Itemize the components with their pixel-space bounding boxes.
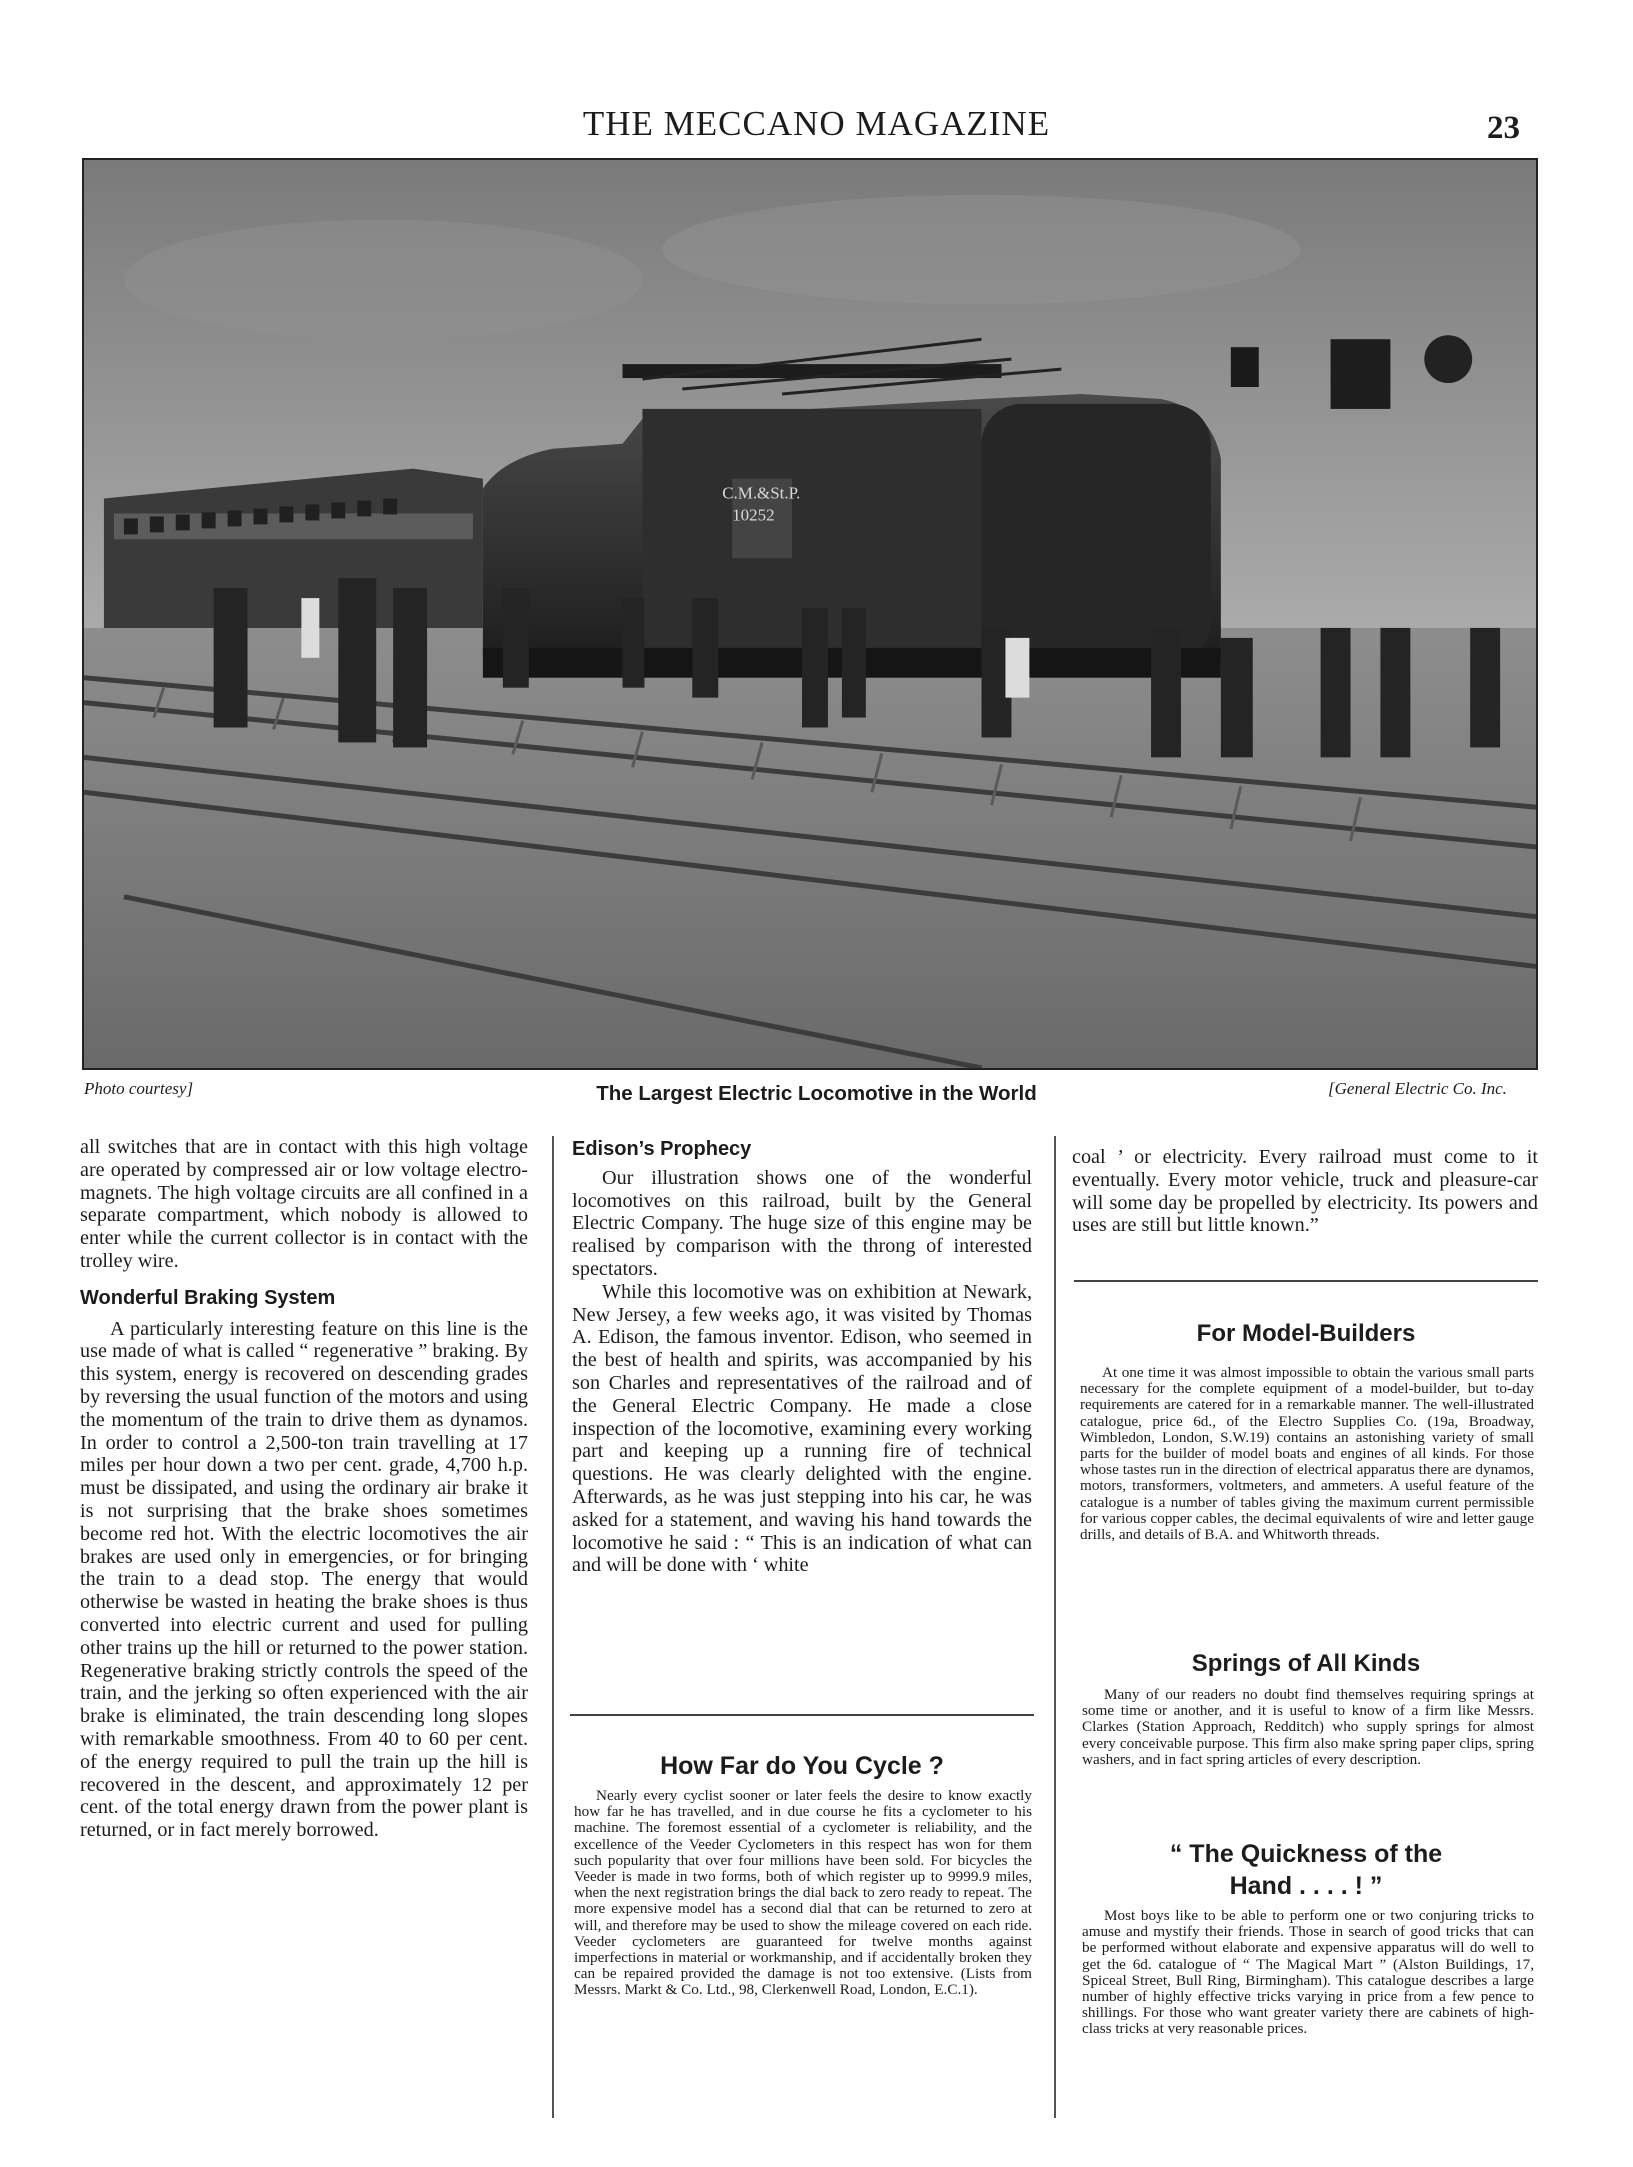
photo-credit-right: [General Electric Co. Inc. <box>1328 1079 1507 1098</box>
article-column-1 <box>80 1136 528 1842</box>
section-heading: Edison’s Prophecy <box>572 1138 752 1160</box>
photo-credit-left: Photo courtesy] <box>84 1079 194 1098</box>
body-paragraph: A particularly interesting feature on this line is the use made of what is called “ regenerative ” braking. By this system, energy is recovered on descending grades by reversing the usual function of the motors and using the momentum of the train to drive them as dynamos. In order to control a 2,500-ton train travelling at 17 miles per hour down a two per cent. grade, 4,700 h.p. must be dissipated, and using the ordinary air brake it is not surprising that the brake shoes sometimes become red hot. With the electric locomotives the air brakes are used only in emergencies, or for bringing the train to a dead stop. The energy that would otherwise be wasted in heating the brake shoes is thus converted into electric current and used for pulling other trains up the hill or returned to the power station. Regenerative braking strictly controls the speed of the train, and the jerking so often experienced with the air brake is eliminated, the train descending long slopes with remarkable smoothness. From 40 to 60 per cent. of the energy required to pull the train up the hill is recovered in the descent, and approximately 12 per cent. of the total energy drawn from the power plant is returned, or in fact merely borrowed. <box>80 1317 528 1842</box>
body-paragraph: Our illustration shows one of the wonderful locomotives on this railroad, built by the General Electric Company. The huge size of this engine may be realised by comparison with the throng of interested spectators. <box>572 1166 1032 1280</box>
quickness-heading <box>1074 1838 1538 1902</box>
cycle-heading: How Far do You Cycle ? <box>660 1752 944 1780</box>
article-column-2 <box>572 1138 1032 1577</box>
section-heading: Wonderful Braking System <box>80 1286 336 1309</box>
loco-marking: C.M.&St.P. <box>722 483 801 503</box>
model-builders-paragraph: At one time it was almost impossible to obtain the various small parts necessary for the complete equipment of a model-builder, but to-day requirements are catered for in a remarkable manner. The well-illustrated catalogue, price 6d., of the Electro Supplies Co. (19a, Broadway, Wimbledon, London, S.W.19) contains an astonishing variety of small parts for the builder of model boats and engines of all kinds. For those whose tastes run in the direction of electrical apparatus there are dynamos, motors, transformers, voltmeters, and ammeters. A useful feature of the catalogue is a number of tables giving the maximum current permissible for various copper cables, the decimal equivalents of wire and letter gauge drills, and details of B.A. and Whitworth threads. <box>1080 1364 1534 1544</box>
column-divider <box>1054 1136 1056 2118</box>
body-paragraph: While this locomotive was on exhibition at Newark, New Jersey, a few weeks ago, it was visited by Thomas A. Edison, the famous inventor. Edison, who seemed in the best of health and spirits, was accompanied by his son Charles and representatives of the railroad and of the General Electric Company. He made a close inspection of the locomotive, examining every working part and keeping up a running fire of technical questions. He was clearly delighted with the engine. Afterwards, as he was just stepping into his car, he was asked for a statement, and waving his hand towards the locomotive he said : “ This is an indication of what can and will be done with ‘ white <box>572 1280 1032 1577</box>
quickness-heading-line-2: Hand . . . . ! ” <box>1229 1872 1383 1900</box>
magazine-title: THE MECCANO MAGAZINE <box>582 104 1051 143</box>
springs-heading: Springs of All Kinds <box>1191 1650 1421 1677</box>
quickness-paragraph: Most boys like to be able to perform one or two conjuring tricks to amuse and mystify their friends. Those in search of good tricks that can be performed without elaborate and expensive apparatus will do well to get the 6d. catalogue of “ The Magical Mart ” (Alston Buildings, 17, Spiceal Street, Bull Ring, Birmingham). This catalogue describes a large number of highly effective tricks varying in price from a few pence to shillings. For those who want greater variety there are cabinets of high-class tricks at very reasonable prices. <box>1082 1907 1534 2038</box>
page-number: 23 <box>1487 110 1520 146</box>
cycle-paragraph: Nearly every cyclist sooner or later feels the desire to know exactly how far he has travelled, and in due course he fits a cyclometer to his machine. The foremost essential of a cyclometer is reliability, and the excellence of the Veeder Cyclometers in this respect has won for them such popularity that over four millions have been sold. For bicycles the Veeder is made in two forms, both of which register up to 9999.9 miles, when the next registration brings the dial back to zero ready to repeat. The more expensive model has a second dial that can be returned to zero at will, and therefore may be used to show the mileage covered on each ride. Veeder cyclometers are guaranteed for twelve months against imperfections in material or workmanship, and if accidentally broken they can be repaired provided the damage is not too extensive. (Lists from Messrs. Markt & Co. Ltd., 98, Clerkenwell Road, London, E.C.1). <box>574 1787 1032 1999</box>
section-divider <box>570 1714 1034 1716</box>
body-paragraph: coal ’ or electricity. Every railroad must come to it eventually. Every motor vehicle, truck and pleasure-car will some day be propelled by electricity. Its powers and uses are still but little known.” <box>1072 1146 1538 1237</box>
body-paragraph: all switches that are in contact with this high voltage are operated by compressed air or low voltage electro-magnets. The high voltage circuits are all confined in a separate compartment, which nobody is allowed to enter while the current collector is in contact with the trolley wire. <box>80 1136 528 1272</box>
locomotive-photo <box>82 158 1538 1070</box>
section-divider <box>1074 1280 1538 1282</box>
locomotive-photo-illustration <box>84 160 1536 1068</box>
model-builders-heading: For Model-Builders <box>1196 1320 1416 1347</box>
loco-number: 10252 <box>732 505 775 525</box>
springs-paragraph: Many of our readers no doubt find themselves requiring springs at some time or another, and it is useful to know of a firm like Messrs. Clarkes (Station Approach, Redditch) who supply springs for almost every conceivable purpose. This firm also make spring paper clips, spring washers, and in fact spring articles of every description. <box>1082 1686 1534 1768</box>
quickness-heading-line-1: “ The Quickness of the <box>1169 1840 1443 1868</box>
photo-caption: The Largest Electric Locomotive in the World <box>596 1082 1037 1105</box>
column-divider <box>552 1136 554 2118</box>
article-column-3 <box>1072 1146 1538 1237</box>
